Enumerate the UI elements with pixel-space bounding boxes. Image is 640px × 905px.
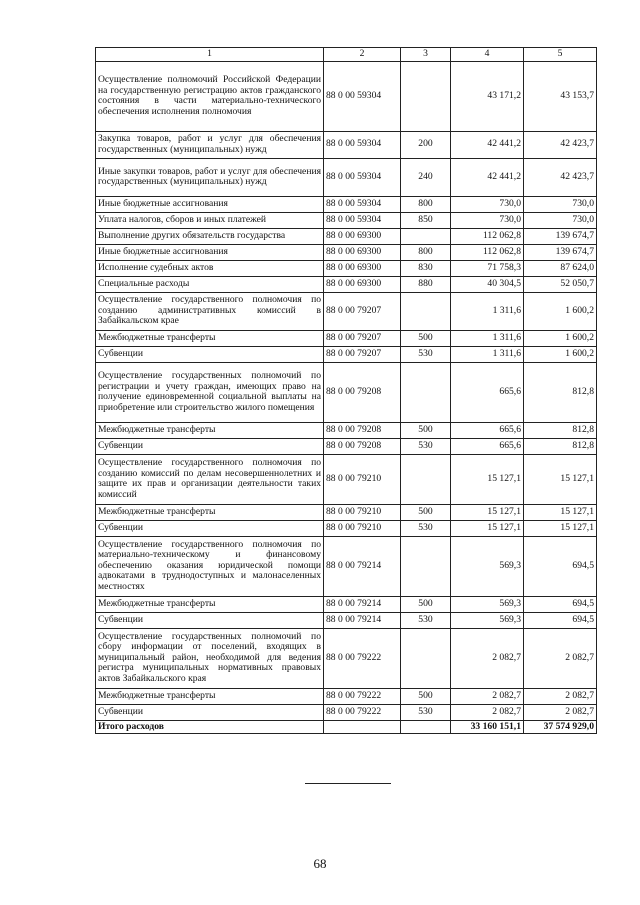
row-code: 88 0 00 79210 (324, 454, 401, 504)
row-code: 88 0 00 59304 (324, 158, 401, 196)
row-value-2: 43 153,7 (524, 61, 597, 131)
row-value-1: 112 062,8 (451, 244, 524, 260)
row-expense-type (401, 61, 451, 131)
row-value-2: 2 082,7 (524, 688, 597, 704)
total-type (401, 720, 451, 734)
total-value-2: 37 574 929,0 (524, 720, 597, 734)
row-expense-type: 530 (401, 612, 451, 628)
total-row (96, 720, 597, 734)
row-value-1: 1 311,6 (451, 346, 524, 362)
table-row (96, 596, 597, 612)
row-name: Иные закупки товаров, работ и услуг для обеспечения государственных (муниципальных) нужд (96, 158, 324, 196)
row-value-2: 15 127,1 (524, 504, 597, 520)
row-expense-type: 800 (401, 244, 451, 260)
table-row (96, 438, 597, 454)
row-name: Субвенции (96, 438, 324, 454)
row-name: Осуществление полномочий Российской Федерации на государственную регистрацию актов гражданского состояния в части материально-технического обеспечения исполнения полномочия (96, 61, 324, 131)
row-name: Выполнение других обязательств государства (96, 228, 324, 244)
table-row (96, 330, 597, 346)
row-code: 88 0 00 79222 (324, 628, 401, 688)
row-value-2: 812,8 (524, 362, 597, 422)
row-value-1: 665,6 (451, 362, 524, 422)
row-expense-type: 500 (401, 688, 451, 704)
row-code: 88 0 00 79207 (324, 346, 401, 362)
row-name: Иные бюджетные ассигнования (96, 244, 324, 260)
row-value-1: 2 082,7 (451, 628, 524, 688)
row-code: 88 0 00 79208 (324, 422, 401, 438)
row-name: Осуществление государственного полномочия по созданию комиссий по делам несовершеннолетних и защите их прав и организации деятельности таких комиссий (96, 454, 324, 504)
row-code: 88 0 00 79207 (324, 330, 401, 346)
row-value-2: 15 127,1 (524, 520, 597, 536)
row-name: Субвенции (96, 612, 324, 628)
table-row (96, 422, 597, 438)
table-row (96, 520, 597, 536)
row-code: 88 0 00 79208 (324, 438, 401, 454)
row-value-2: 694,5 (524, 612, 597, 628)
row-value-1: 730,0 (451, 212, 524, 228)
row-value-2: 139 674,7 (524, 228, 597, 244)
table-row (96, 688, 597, 704)
row-expense-type (401, 228, 451, 244)
row-value-1: 1 311,6 (451, 330, 524, 346)
row-value-2: 139 674,7 (524, 244, 597, 260)
row-value-2: 52 050,7 (524, 276, 597, 292)
row-value-1: 665,6 (451, 438, 524, 454)
row-value-2: 694,5 (524, 596, 597, 612)
row-value-2: 812,8 (524, 438, 597, 454)
row-value-1: 71 758,3 (451, 260, 524, 276)
row-value-2: 1 600,2 (524, 330, 597, 346)
row-code: 88 0 00 69300 (324, 260, 401, 276)
row-value-2: 2 082,7 (524, 704, 597, 720)
page-number: 68 (313, 856, 327, 871)
column-header: 2 (324, 48, 401, 62)
table-row (96, 61, 597, 131)
table-row (96, 454, 597, 504)
row-value-1: 15 127,1 (451, 520, 524, 536)
table-row (96, 362, 597, 422)
header-row (96, 48, 597, 62)
row-value-1: 15 127,1 (451, 504, 524, 520)
row-expense-type: 240 (401, 158, 451, 196)
row-name: Осуществление государственного полномочия по материально-техническому и финансовому обеспечению оказания юридической помощи адвокатами в труднодоступных и малонаселенных местностях (96, 536, 324, 596)
row-expense-type: 200 (401, 131, 451, 158)
row-code: 88 0 00 79222 (324, 688, 401, 704)
table-row (96, 228, 597, 244)
row-code: 88 0 00 59304 (324, 196, 401, 212)
row-expense-type: 530 (401, 520, 451, 536)
row-value-2: 730,0 (524, 196, 597, 212)
row-name: Межбюджетные трансферты (96, 422, 324, 438)
row-code: 88 0 00 79222 (324, 704, 401, 720)
row-value-1: 569,3 (451, 612, 524, 628)
row-value-1: 15 127,1 (451, 454, 524, 504)
table-row (96, 612, 597, 628)
footnote-divider (305, 783, 391, 784)
total-value-1: 33 160 151,1 (451, 720, 524, 734)
row-code: 88 0 00 79214 (324, 536, 401, 596)
row-expense-type: 530 (401, 704, 451, 720)
row-value-1: 112 062,8 (451, 228, 524, 244)
table-row (96, 504, 597, 520)
row-value-1: 730,0 (451, 196, 524, 212)
row-value-2: 87 624,0 (524, 260, 597, 276)
row-code: 88 0 00 69300 (324, 228, 401, 244)
row-code: 88 0 00 69300 (324, 244, 401, 260)
row-name: Межбюджетные трансферты (96, 596, 324, 612)
row-code: 88 0 00 79214 (324, 596, 401, 612)
table-row (96, 244, 597, 260)
column-header: 3 (401, 48, 451, 62)
row-name: Межбюджетные трансферты (96, 688, 324, 704)
table-row (96, 704, 597, 720)
row-code: 88 0 00 79214 (324, 612, 401, 628)
row-expense-type: 500 (401, 596, 451, 612)
row-name: Субвенции (96, 520, 324, 536)
row-value-1: 2 082,7 (451, 704, 524, 720)
row-value-2: 1 600,2 (524, 292, 597, 330)
row-name: Иные бюджетные ассигнования (96, 196, 324, 212)
row-name: Осуществление государственных полномочий по сбору информации от поселений, входящих в муниципальный район, необходимой для ведения регистра муниципальных нормативных правовых актов Забайкальского края (96, 628, 324, 688)
row-value-2: 812,8 (524, 422, 597, 438)
row-name: Специальные расходы (96, 276, 324, 292)
row-name: Субвенции (96, 704, 324, 720)
row-value-1: 2 082,7 (451, 688, 524, 704)
row-expense-type: 880 (401, 276, 451, 292)
row-expense-type (401, 454, 451, 504)
row-value-2: 42 423,7 (524, 131, 597, 158)
table-row (96, 276, 597, 292)
budget-table (95, 47, 597, 734)
row-expense-type: 530 (401, 438, 451, 454)
column-header: 1 (96, 48, 324, 62)
row-value-2: 2 082,7 (524, 628, 597, 688)
row-expense-type (401, 292, 451, 330)
row-value-2: 694,5 (524, 536, 597, 596)
row-expense-type: 530 (401, 346, 451, 362)
row-value-1: 43 171,2 (451, 61, 524, 131)
row-value-1: 42 441,2 (451, 158, 524, 196)
row-value-1: 665,6 (451, 422, 524, 438)
row-value-1: 1 311,6 (451, 292, 524, 330)
table-row (96, 196, 597, 212)
row-value-1: 42 441,2 (451, 131, 524, 158)
row-name: Межбюджетные трансферты (96, 330, 324, 346)
row-value-2: 1 600,2 (524, 346, 597, 362)
table-row (96, 292, 597, 330)
row-code: 88 0 00 79210 (324, 504, 401, 520)
row-name: Осуществление государственных полномочий по регистрации и учету граждан, имеющих право на получение единовременной социальной выплаты на приобретение или строительство жилого помещения (96, 362, 324, 422)
row-code: 88 0 00 79208 (324, 362, 401, 422)
row-expense-type: 500 (401, 422, 451, 438)
row-name: Уплата налогов, сборов и иных платежей (96, 212, 324, 228)
table-row (96, 536, 597, 596)
row-name: Субвенции (96, 346, 324, 362)
row-expense-type: 800 (401, 196, 451, 212)
table-row (96, 346, 597, 362)
row-expense-type: 500 (401, 330, 451, 346)
table-row (96, 628, 597, 688)
row-code: 88 0 00 79210 (324, 520, 401, 536)
total-label: Итого расходов (96, 720, 324, 734)
row-value-1: 40 304,5 (451, 276, 524, 292)
column-header: 5 (524, 48, 597, 62)
column-header: 4 (451, 48, 524, 62)
table-row (96, 158, 597, 196)
table-row (96, 131, 597, 158)
row-name: Закупка товаров, работ и услуг для обеспечения государственных (муниципальных) нужд (96, 131, 324, 158)
row-code: 88 0 00 79207 (324, 292, 401, 330)
table-row (96, 260, 597, 276)
row-value-2: 42 423,7 (524, 158, 597, 196)
row-value-2: 730,0 (524, 212, 597, 228)
row-value-1: 569,3 (451, 536, 524, 596)
row-value-1: 569,3 (451, 596, 524, 612)
total-code (324, 720, 401, 734)
row-name: Исполнение судебных актов (96, 260, 324, 276)
row-code: 88 0 00 59304 (324, 61, 401, 131)
row-expense-type: 500 (401, 504, 451, 520)
row-code: 88 0 00 59304 (324, 212, 401, 228)
row-code: 88 0 00 59304 (324, 131, 401, 158)
row-expense-type (401, 536, 451, 596)
row-expense-type: 830 (401, 260, 451, 276)
row-name: Осуществление государственного полномочия по созданию административных комиссий в Забайкальском крае (96, 292, 324, 330)
table-row (96, 212, 597, 228)
row-value-2: 15 127,1 (524, 454, 597, 504)
row-expense-type: 850 (401, 212, 451, 228)
row-name: Межбюджетные трансферты (96, 504, 324, 520)
row-expense-type (401, 362, 451, 422)
row-code: 88 0 00 69300 (324, 276, 401, 292)
row-expense-type (401, 628, 451, 688)
